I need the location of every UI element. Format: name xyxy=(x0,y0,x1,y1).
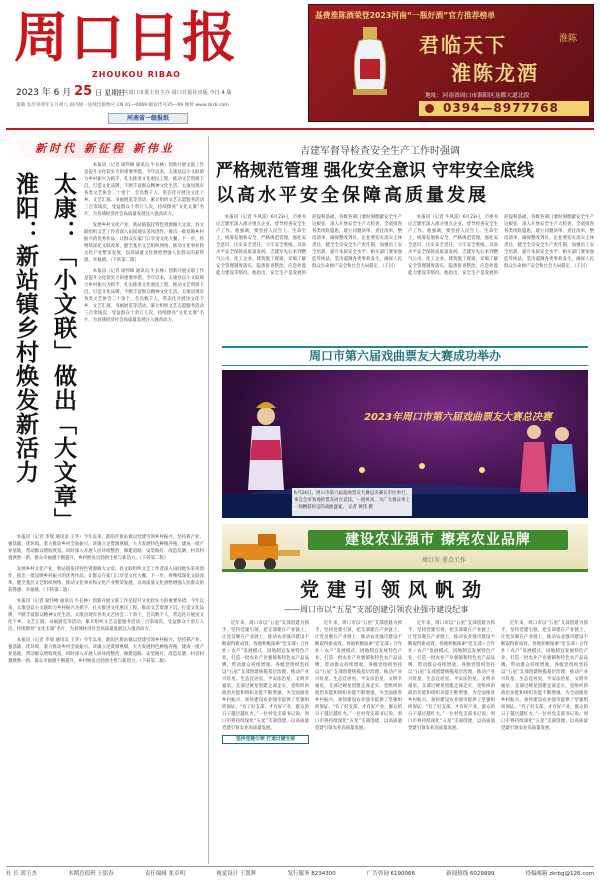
farm-banner xyxy=(222,524,588,572)
party-text-2: 近年来，周口市以“五星”支部创建为抓手，坚持党建引领，把支部建在产业链上，让党员聚在产业链上，推动农业强市建设不断取得新成效。各地积极探索“党支部＋合作社＋农户”发展模式，因地制宜发展特色产业，打造一批农业产业强镇和特色农产品品牌，带动群众持续增收。各级党组织坚持以“五星”支部创建统揽基层治理，推动产业兴旺星、生态宜居星、平安法治星、文明幸福星、支部过硬星创建走深走实，党组织的政治功能和组织功能不断增强，为全面推进乡村振兴、加快建设农业强市提供了坚强组织保证。“有了好支部，才有好产业，群众的日子越过越红火。”一位村党支部书记说。周口市将持续深化“五星”支部创建，以高质量党建引领农业高质量发展。 xyxy=(315,621,402,731)
footer-item-4: 视觉设计 王凯辉 xyxy=(216,871,257,877)
rank-badge xyxy=(108,113,188,124)
masthead-date xyxy=(16,84,125,99)
date-year: 2023 年 6 月 xyxy=(16,88,72,98)
masthead-pinyin: ZHOUKOU RIBAO xyxy=(92,70,181,79)
publisher-line: 中共周口市委主管主办 周口日报社出版 今日 4 版 xyxy=(118,90,232,96)
party-text-1: 近年来，周口市以“五星”支部创建为抓手，坚持党建引领，把支部建在产业链上，让党员聚在产业链上，推动农业强市建设不断取得新成效。各地积极探索“党支部＋合作社＋农户”发展模式，因地制宜发展特色产业，打造一批农业产业强镇和特色农产品品牌，带动群众持续增收。各级党组织坚持以“五星”支部创建统揽基层治理，推动产业兴旺星、生态宜居星、平安法治星、文明幸福星、支部过硬星创建走深走实，党组织的政治功能和组织功能不断增强，为全面推进乡村振兴、加快建设农业强市提供了坚强组织保证。“有了好支部，才有好产业，群众的日子越过越红火。”一位村党支部书记说。周口市将持续深化“五星”支部创建，以高质量党建引领农业高质量发展。 xyxy=(222,621,309,731)
date-day: 25 xyxy=(74,84,93,99)
taikang-text-top: 本报讯（记者 梁伟峰 通讯员 牛长林）创新开展文联工作是提升文化软实力的重要举措。今年以来，太康县以小文联助力乡村振兴为抓手，扎实推进文化惠民工程，推动文艺资源下沉，打造文化品牌，不断丰富群众精神文化生活。太康县现有各类文艺协会二十余个，会员数千人，常态化开展送文化下乡、文艺汇演、书画展览等活动，累计组织文艺志愿服务活动三百余场次，受益群众十余万人次，持续擦亮“文化太康”名片，为县域经济社会高质量发展注入强劲动力。 xyxy=(84,163,204,217)
masthead-rule xyxy=(6,128,594,130)
party-text-4: 近年来，周口市以“五星”支部创建为抓手，坚持党建引领，把支部建在产业链上，让党员聚在产业链上，推动农业强市建设不断取得新成效。各地积极探索“党支部＋合作社＋农户”发展模式，因地制宜发展特色产业，打造一批农业产业强镇和特色农产品品牌，带动群众持续增收。各级党组织坚持以“五星”支部创建统揽基层治理，推动产业兴旺星、生态宜居星、平安法治星、文明幸福星、支部过硬星创建走深走实，党组织的政治功能和组织功能不断增强，为全面推进乡村振兴、加快建设农业强市提供了坚强组织保证。“有了好支部，才有好产业，群众的日子越过越红火。”一位村党支部书记说。周口市将持续深化“五星”支部创建，以高质量党建引领农业高质量发展。 xyxy=(501,621,588,731)
footer-bar xyxy=(6,866,594,879)
bottle-icon xyxy=(347,25,393,97)
footer-item-5: 发行服务 8234300 xyxy=(287,871,336,877)
left-story-bottom xyxy=(8,534,204,860)
photo-story-title: 周口市第六届戏曲票友大赛成功举办 xyxy=(308,349,501,363)
ad-phone-bar xyxy=(419,101,589,116)
lead-body-text-2: 本报讯（记者 牛风雷）6月23日，市委书记吉建军深入部分重点企业，督导检查安全生产工作。他强调，要坚持人民至上、生命至上，统筹发展和安全，严格规范管理，强化安全意识，压实安全责任，守牢安全底线，以高水平安全保障高质量发展。吉建军先后来到燃气公司、化工企业、建筑施工现场，详细了解安全管理制度落实、隐患排查整治、应急处置能力建设等情况。他指出，安全生产是发展的前提和基础，各级各部门要时刻绷紧安全生产这根弦，深入开展安全生产大检查，全面排查各类风险隐患，建立问题清单、责任清单、整改清单，确保整改到位；企业要切实落实主体责任，健全全员安全生产责任制，加强员工安全培训，提升本质安全水平；相关部门要加强监管执法，坚决遏制各类事故发生，确保人民群众生命财产安全和社会大局稳定。（王贝） xyxy=(408,215,594,276)
footer-item-3: 责任编辑 张卓明 xyxy=(144,871,186,877)
ad-top-line: 基费淮陈酒荣登2023河南“一瓶好酒”官方推荐榜单 xyxy=(315,11,496,20)
taikang-story-top xyxy=(84,162,204,530)
lead-headline-1: 严格规范管理 强化安全意识 守牢安全底线 xyxy=(216,161,534,181)
ad-slogan-2: 淮陈龙酒 xyxy=(451,61,539,85)
harvester-icon xyxy=(224,524,304,572)
party-subhead: ——周口市以“五星”支部创建引领农业强市建设纪事 xyxy=(284,605,469,614)
photo-story-title-bar xyxy=(222,346,588,366)
lead-kicker: 吉建军督导检查安全生产工作时强调 xyxy=(300,146,460,157)
date-weekday: 日 星期日 xyxy=(95,89,126,97)
stage-banner: 2023年周口市第六届戏曲票友大赛总决赛 xyxy=(364,412,552,423)
photo-caption: 6月24日，周口市第六届戏曲票友大赛总决赛在市区举行，来自全市各地的票友同台竞技，一展风采，为广大群众奉上一场精彩纷呈的戏曲盛宴。 记者 黄伟 摄 xyxy=(292,488,412,516)
lead-body xyxy=(216,214,594,340)
ad-phone: 0394—8977768 xyxy=(443,101,559,115)
taikang-text-mid: 发展乡村文化产业，新站镇依托特色资源做大文章。县文联组织文艺工作者深入田间地头采风创作，推出一批反映乡村振兴的优秀作品，让群众在家门口享受文化大餐。下一步，将继续深化文联改革，健全基层文艺组织网络，推动文化事业和文化产业繁荣发展，以高质量文化供给增强人民群众的获得感、幸福感。（下转第二版） xyxy=(84,223,204,263)
footer-item-8: 投稿邮箱 zkrbg@126.com xyxy=(525,871,594,877)
ad-slogan-1: 君临天下 xyxy=(419,33,507,57)
farm-title: 建设农业强市 擦亮农业品牌 xyxy=(345,532,531,548)
issue-line: 第期 农历癸卯年五月初八 国内统一连续出版物号 CN 41—0069 邮发代号35—69 网址 www.zkrb.com xyxy=(16,103,229,108)
party-body xyxy=(222,620,588,860)
party-text-3: 近年来，周口市以“五星”支部创建为抓手，坚持党建引领，把支部建在产业链上，让党员聚在产业链上，推动农业强市建设不断取得新成效。各地积极探索“党支部＋合作社＋农户”发展模式，因地制宜发展特色产业，打造一批农业产业强镇和特色农产品品牌，带动群众持续增收。各级党组织坚持以“五星”支部创建统揽基层治理，推动产业兴旺星、生态宜居星、平安法治星、文明幸福星、支部过硬星创建走深走实，党组织的政治功能和组织功能不断增强，为全面推进乡村振兴、加快建设农业强市提供了坚强组织保证。“有了好支部，才有好产业，群众的日子越过越红火。”一位村党支部书记说。周口市将持续深化“五星”支部创建，以高质量党建引领农业高质量发展。 xyxy=(408,621,495,731)
bottle-image xyxy=(347,25,393,97)
lead-body-text: 本报讯（记者 牛风雷）6月23日，市委书记吉建军深入部分重点企业，督导检查安全生产工作。他强调，要坚持人民至上、生命至上，统筹发展和安全，严格规范管理，强化安全意识，压实安全责任，守牢安全底线，以高水平安全保障高质量发展。吉建军先后来到燃气公司、化工企业、建筑施工现场，详细了解安全管理制度落实、隐患排查整治、应急处置能力建设等情况。他指出，安全生产是发展的前提和基础，各级各部门要时刻绷紧安全生产这根弦，深入开展安全生产大检查，全面排查各类风险隐患，建立问题清单、责任清单、整改清单，确保整改到位；企业要切实落实主体责任，健全全员安全生产责任制，加强员工安全培训，提升本质安全水平；相关部门要加强监管执法，坚决遏制各类事故发生，确保人民群众生命财产安全和社会大局稳定。（王贝） xyxy=(216,215,402,276)
party-section-head: 坚持党建引领 打造过硬支部 xyxy=(222,735,309,744)
headline-xinzhan: 淮阳：新站镇乡村焕发新活力 xyxy=(12,172,39,484)
lead-headline-2: 以高水平安全保障高质量发展 xyxy=(216,185,489,206)
farm-title-box xyxy=(308,530,568,550)
party-headline: 党建引领风帆劲 xyxy=(300,579,490,601)
headline-taikang: 太康：「小文联」做出「大文章」 xyxy=(50,172,77,532)
xinzhan-text: 本报讯（记者 李瑞 通讯员 王华）今年以来，淮阳区新站镇以党建引领乡村振兴，坚持抓产业、强基础、优环境，着力推动乡村全面振兴。该镇立足资源禀赋，大力发展特色种植养殖，建成一批产业基地，带动群众增收致富。同时深入开展人居环境整治，修建道路、安装路灯、改造坑塘，村容村貌焕然一新，群众幸福感不断提升，乡村焕发出勃勃生机与新活力。（下转第二版） xyxy=(8,535,204,561)
footer-item-1: 社 长 郭玉杰 xyxy=(6,871,37,877)
xinzhan-text-3: 本报讯（记者 梁伟峰 通讯员 牛长林）创新开展文联工作是提升文化软实力的重要举措。今年以来，太康县以小文联助力乡村振兴为抓手，扎实推进文化惠民工程，推动文艺资源下沉，打造文化品牌，不断丰富群众精神文化生活。太康县现有各类文艺协会二十余个，会员数千人，常态化开展送文化下乡、文艺汇演、书画展览等活动，累计组织文艺志愿服务活动三百余场次，受益群众十余万人次，持续擦亮“文化太康”名片，为县域经济社会高质量发展注入强劲动力。 xyxy=(8,599,204,632)
banner-text: 新时代 新征程 新伟业 xyxy=(35,142,175,155)
opera-photo xyxy=(222,370,588,518)
column-divider xyxy=(208,136,209,864)
xinzhan-text-4: 本报讯（记者 李瑞 通讯员 王华）今年以来，淮阳区新站镇以党建引领乡村振兴，坚持抓产业、强基础、优环境，着力推动乡村全面振兴。该镇立足资源禀赋，大力发展特色种植养殖，建成一批产业基地，带动群众增收致富。同时深入开展人居环境整治，修建道路、安装路灯、改造坑塘，村容村貌焕然一新，群众幸福感不断提升，乡村焕发出勃勃生机与新活力。（下转第二版） xyxy=(8,638,204,664)
farm-subtitle: 周口市 重点工作 xyxy=(422,557,466,564)
ad-corner-mark: 淮陈 xyxy=(559,34,578,44)
phone-icon xyxy=(425,104,434,113)
banner-new-era xyxy=(8,140,202,158)
masthead xyxy=(0,0,600,128)
footer-item-7: 新闻热线 6029999 xyxy=(446,871,495,877)
footer-item-6: 广告咨询 6190066 xyxy=(366,871,416,877)
ad-address: 地址：河南省周口市淮阳区龙都大道北段 xyxy=(425,93,530,99)
taikang-text-repeat: 本报讯（记者 梁伟峰 通讯员 牛长林）创新开展文联工作是提升文化软实力的重要举措。今年以来，太康县以小文联助力乡村振兴为抓手，扎实推进文化惠民工程，推动文艺资源下沉，打造文化品牌，不断丰富群众精神文化生活。太康县现有各类文艺协会二十余个，会员数千人，常态化开展送文化下乡、文艺汇演、书画展览等活动，累计组织文艺志愿服务活动三百余场次，受益群众十余万人次，持续擦亮“文化太康”名片，为县域经济社会高质量发展注入强劲动力。 xyxy=(84,269,204,323)
xinzhan-text-2: 发展乡村文化产业，新站镇依托特色资源做大文章。县文联组织文艺工作者深入田间地头采风创作，推出一批反映乡村振兴的优秀作品，让群众在家门口享受文化大餐。下一步，将继续深化文联改革，健全基层文艺组织网络，推动文化事业和文化产业繁荣发展，以高质量文化供给增强人民群众的获得感、幸福感。（下转第二版） xyxy=(8,567,204,593)
rank-label: 河南省一级报纸 xyxy=(126,115,169,122)
footer-item-2: 本期总值班 王铭春 xyxy=(68,871,114,877)
liquor-ad xyxy=(308,4,594,122)
masthead-title: 周口日报 xyxy=(14,5,238,69)
